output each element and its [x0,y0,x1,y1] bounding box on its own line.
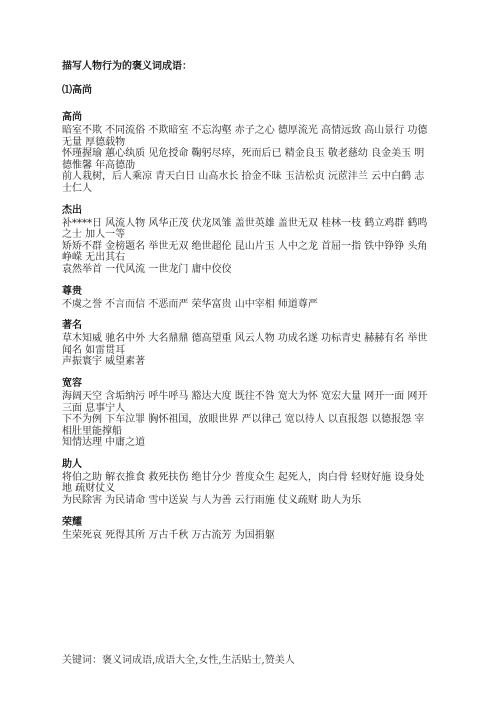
idiom-line: 袁然举首 一代风流 一世龙门 庸中佼佼 [62,263,232,275]
section-heading: 宽容 [62,377,82,389]
idiom-line: 怀瑾握瑜 蕙心纨质 见危授命 鞠躬尽瘁，死而后已 精金良玉 敬老慈幼 良金美玉 明德惟馨 年高德劭 [62,148,425,171]
section-heading: 杰出 [62,204,82,216]
section-heading: 尊贵 [62,285,82,297]
document-body [62,60,434,551]
keywords-line: 关键词：褒义词成语,成语大全,女性,生活贴士,赞美人 [62,655,295,666]
idiom-line: 下不为例 下车泣罪 胸怀祖国，放眼世界 严以律己 宽以待人 以直报怨 以德报怨 宰相肚里能撑船 [62,414,425,437]
section-gaoshang [62,112,434,195]
idiom-line: 知情达理 中庸之道 [62,437,146,449]
document-subtitle: ⑴高尚 [62,85,92,96]
section-heading: 助人 [62,458,82,470]
section-heading: 著名 [62,320,82,332]
idiom-line: 为民除害 为民请命 雪中送炭 与人为善 云行雨施 仗义疏财 助人为乐 [62,495,362,507]
section-heading: 荣耀 [62,516,82,528]
section-zhuren [62,459,434,507]
idiom-line: 声振寰宇 威望素著 [62,356,146,368]
idiom-line: 生荣死哀 死得其所 万古千秋 万古流芳 为国捐躯 [62,529,275,541]
section-zhuming [62,320,434,368]
idiom-line: 矫矫不群 金榜题名 举世无双 绝世超伦 昆山片玉 人中之龙 首屈一指 铁中铮铮 头角峥嵘 无出其右 [62,240,428,264]
section-jiechu [62,205,434,276]
idiom-line: 将伯之助 解衣推食 救死扶伤 绝甘分少 普度众生 起死人，肉白骨 轻财好施 设身处地 疏财仗义 [62,471,425,495]
document-title: 描写人物行为的褒义词成语： [62,61,192,72]
section-zungui [62,286,434,311]
section-heading: 高尚 [62,112,82,123]
section-rongyao [62,517,434,542]
idiom-line: 暗室不欺 不同流俗 不欺暗室 不忘沟壑 赤子之心 德厚流光 高情远致 高山景行 功德无量 厚德载物 [62,125,428,148]
idiom-line: 草木知威 驰名中外 大名鼎鼎 德高望重 风云人物 功成名遂 功标青史 赫赫有名 举世闻名 如雷贯耳 [62,333,428,356]
idiom-line: 海阔天空 含垢纳污 呼牛呼马 豁达大度 既往不咎 宽大为怀 宽宏大量 网开一面 网开三面 息事宁人 [62,390,428,414]
idiom-line: 补****日 风流人物 风华正茂 伏龙凤雏 盖世英雄 盖世无双 桂林一枝 鹤立鸡群 鹤鸣之士 加人一等 [62,217,428,241]
idiom-line: 前人栽树，后人乘凉 青天白日 山高水长 拾金不昧 玉洁松贞 沅茝沣兰 云中白鹤 志士仁人 [62,171,425,194]
section-kuanrong [62,378,434,449]
idiom-line: 不虞之誉 不言而信 不恶而严 荣华富贵 山中宰相 师道尊严 [62,298,318,310]
